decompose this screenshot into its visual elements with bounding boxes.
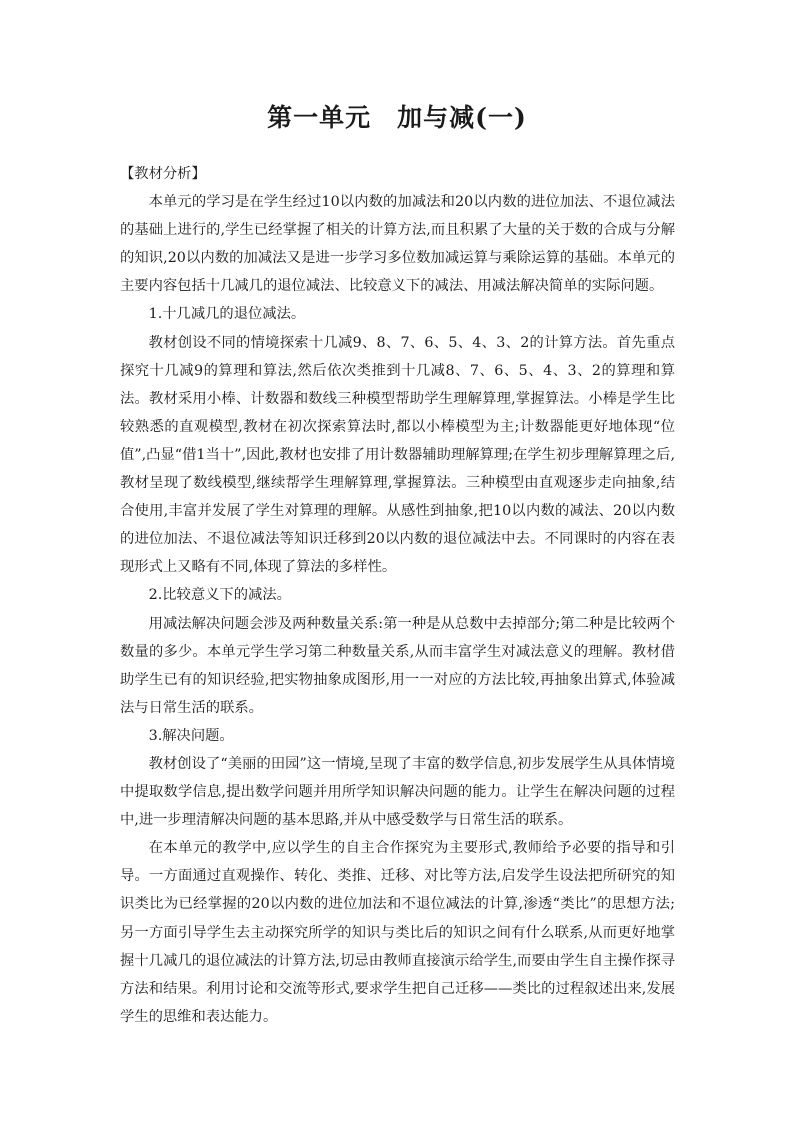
subheading-2: 2.比较意义下的减法。 — [148, 587, 291, 604]
subheading-3: 3.解决问题。 — [148, 727, 234, 744]
intro-paragraph: 本单元的学习是在学生经过10以内数的加减法和20以内数的进位加法、不退位减法的基础上进行的,学生已经掌握了相关的计算方法,而且积累了大量的关于数的合成与分解的知识,20以内数的加减法又是进一步学习多位数加减运算与乘除运算的基础。本单元的主要内容包括十几减几的退位减法、比较意义下的减法、用减法解决简单的实际问题。 — [120, 194, 675, 295]
section-heading: 【教材分析】 — [120, 166, 206, 182]
paragraph-3: 教材创设了“美丽的田园”这一情境,呈现了丰富的数学信息,初步发展学生从具体情境中提取数学信息,提出数学问题并用所学知识解决问题的能力。让学生在解决问题的过程中,进一步理清解决问题的基本思路,并从中感受数学与日常生活的联系。 — [120, 755, 675, 829]
subheading-1: 1.十几减几的退位减法。 — [148, 306, 306, 323]
page-title: 第一单元 加与减(一) — [267, 103, 527, 132]
document-body — [120, 160, 675, 1031]
paragraph-1: 教材创设不同的情境探索十几减9、8、7、6、5、4、3、2的计算方法。首先重点探究十几减9的算理和算法,然后依次类推到十几减8、7、6、5、4、3、2的算理和算法。教材采用小棒、计数器和数线三种模型帮助学生理解算理,掌握算法。小棒是学生比较熟悉的直观模型,教材在初次探索算法时,都以小棒模型为主;计数器能更好地体现“位值”,凸显“借1当十”,因此,教材也安排了用计数器辅助理解算理;在学生初步理解算理之后,教材呈现了数线模型,继续帮学生理解算理,掌握算法。三种模型由直观逐步走向抽象,结合使用,丰富并发展了学生对算理的理解。从感性到抽象,把10以内数的减法、20以内数的进位加法、不退位减法等知识迁移到20以内数的退位减法中去。不同课时的内容在表现形式上又略有不同,体现了算法的多样性。 — [120, 334, 675, 576]
paragraph-2: 用减法解决问题会涉及两种数量关系:第一种是从总数中去掉部分;第二种是比较两个数量的多少。本单元学生学习第二种数量关系,从而丰富学生对减法意义的理解。教材借助学生已有的知识经验,把实物抽象成图形,用一一对应的方法比较,再抽象出算式,体验减法与日常生活的联系。 — [120, 615, 675, 716]
paragraph-4: 在本单元的教学中,应以学生的自主合作探究为主要形式,教师给予必要的指导和引导。一方面通过直观操作、转化、类推、迁移、对比等方法,启发学生设法把所研究的知识类比为已经掌握的20以内数的进位加法和不退位减法的计算,渗透“类比”的思想方法;另一方面引导学生去主动探究所学的知识与类比后的知识之间有什么联系,从而更好地掌握十几减几的退位减法的计算方法,切忌由教师直接演示给学生,而要由学生自主操作探寻方法和结果。利用讨论和交流等形式,要求学生把自己迁移——类比的过程叙述出来,发展学生的思维和表达能力。 — [120, 840, 675, 1025]
